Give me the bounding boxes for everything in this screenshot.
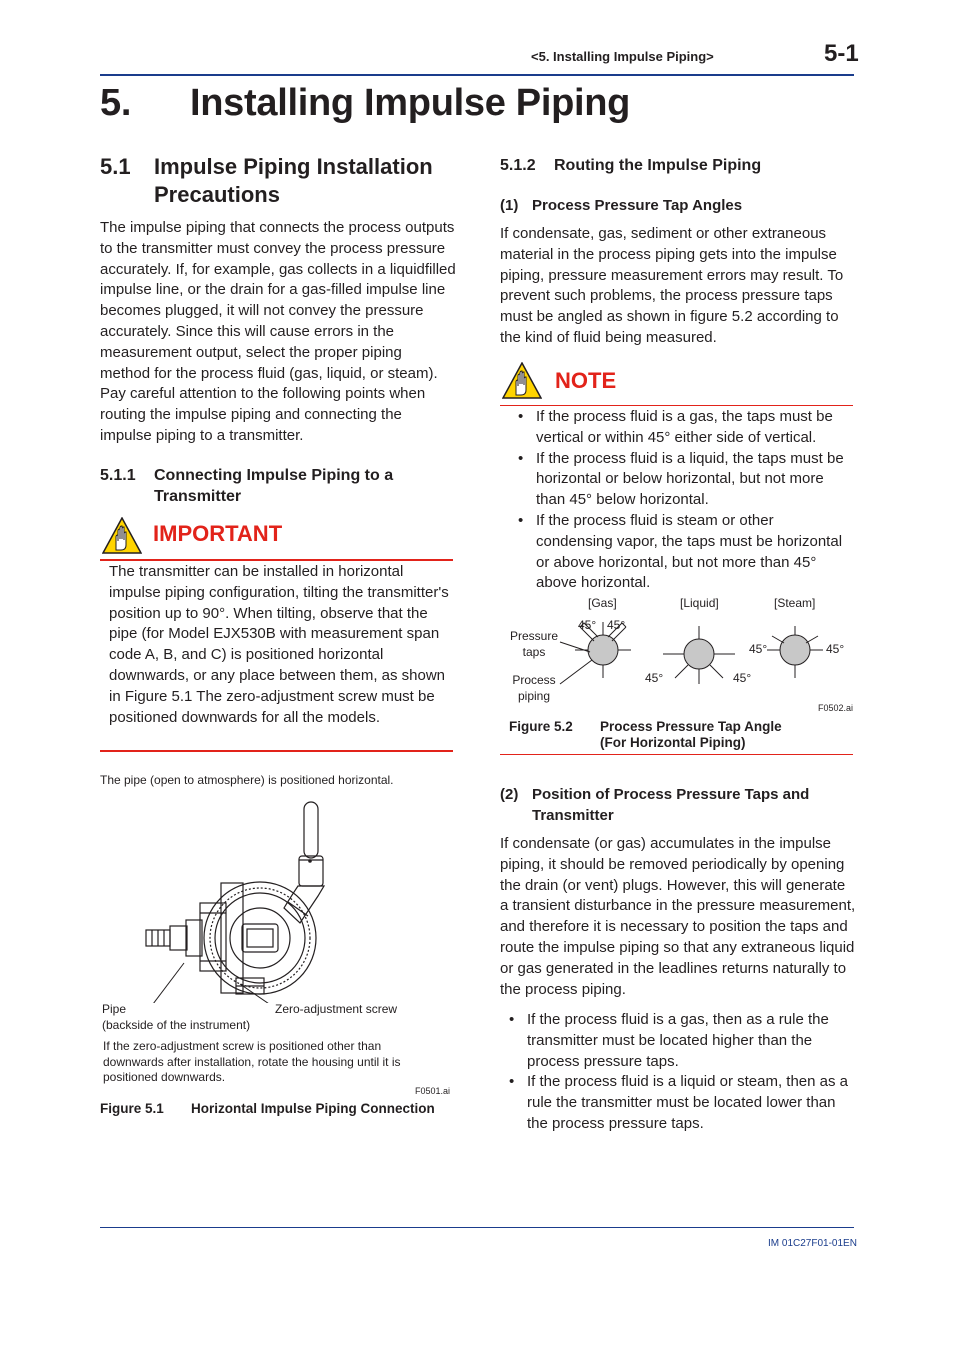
sub-2-heading — [500, 784, 856, 826]
note-top-rule — [500, 405, 853, 406]
transmitter-illustration — [140, 798, 340, 1008]
sub-1-number: (1) — [500, 197, 519, 214]
tap-angle-diagram — [500, 612, 854, 697]
important-top-rule — [100, 559, 453, 561]
important-label: IMPORTANT — [153, 521, 283, 546]
document-id: IM 01C27F01-01EN — [768, 1238, 857, 1249]
running-header-title: <5. Installing Impulse Piping> — [531, 49, 714, 64]
figure-5-1-caption-title: Horizontal Impulse Piping Connection — [191, 1101, 435, 1116]
figure-5-1-top-note: The pipe (open to atmosphere) is positioned horizontal. — [100, 773, 394, 787]
section-title-line2: Precautions — [154, 182, 280, 207]
figure-5-2-label-steam: [Steam] — [774, 596, 816, 610]
sub-1-title: Process Pressure Tap Angles — [532, 197, 743, 214]
figure-5-2-caption — [509, 719, 782, 751]
hand-warning-icon — [502, 362, 542, 404]
figure-5-2-caption-title-1: Process Pressure Tap Angle — [600, 719, 782, 734]
chapter-title: Installing Impulse Piping — [190, 82, 631, 124]
figure-5-1-label-pipe-sub: (backside of the instrument) — [102, 1018, 251, 1032]
gas-angle-left: 45° — [578, 618, 597, 632]
sub-2-number: (2) — [500, 786, 519, 803]
footer-rule — [100, 1227, 854, 1228]
important-body: The transmitter can be installed in horizontal impulse piping configuration, tilting the transmitter's position up to 90°. When tilting, observe that the pipe (for Model EJX530B with measurement span code A, B, and C) is positioned horizontal downwards, or any place between them, as shown in Figure 5.1 The zero-adjustment screw must be positioned downwards for all the models. — [109, 563, 449, 726]
subsection-number: 5.1.2 — [500, 157, 536, 174]
section-5-1-body: The impulse piping that connects the process outputs to the transmitter must convey the process pressure accurately. If, for example, gas collects in a liquidfilled impulse line, or the drain for a gas-filled impulse line becomes plugged, it will not convey the pressure accurately. Since this will cause errors in the measurement output, select the proper piping method for the process fluid (gas, liquid, or steam). Pay careful attention to the following points when routing the impulse piping and connecting the impulse piping to a transmitter. — [100, 219, 456, 444]
section-number: 5.1 — [100, 154, 131, 179]
header-rule — [100, 74, 854, 76]
subsection-title-line2: Transmitter — [154, 488, 242, 505]
figure-5-1-label-zero-screw: Zero-adjustment screw — [275, 1002, 398, 1016]
figure-5-1-label-pipe: Pipe — [102, 1002, 127, 1016]
taps-line1: Pressure — [509, 629, 559, 643]
figure-5-2-label-liquid: [Liquid] — [680, 596, 719, 610]
figure-5-1-caption-number: Figure 5.1 — [100, 1101, 164, 1116]
liquid-angle-right: 45° — [733, 671, 752, 685]
figure-5-2-caption-number: Figure 5.2 — [509, 719, 573, 734]
figure-5-2-label-gas: [Gas] — [588, 596, 617, 610]
piping-line2: piping — [517, 688, 551, 703]
note-bottom-rule — [500, 754, 853, 755]
hand-warning-icon — [102, 517, 142, 559]
sub-2-bullet-list — [509, 1010, 856, 1135]
figure-5-2-file-id: F0502.ai — [818, 703, 854, 713]
figure-5-1-bottom-note: If the zero-adjustment screw is positioned other than downwards after installation, rotate the housing until it is positioned downwards. — [103, 1039, 401, 1084]
note-bullet-list — [518, 407, 848, 594]
page-number: 5-1 — [824, 40, 859, 67]
subsection-number: 5.1.1 — [100, 467, 136, 484]
note-bullet: • If the process fluid is a gas, the taps must be vertical or within 45° either side of vertical. — [518, 407, 848, 449]
steam-angle-left: 45° — [749, 642, 768, 656]
piping-line1: Process — [512, 673, 556, 687]
sub-1-body: If condensate, gas, sediment or other extraneous material in the process piping gets into the impulse piping, pressure measurement errors may result. To prevent such problems, the process pressure taps must be angled as shown in figure 5.2 according to the kind of fluid being measured. — [500, 225, 844, 346]
figure-5-1-file-id: F0501.ai — [415, 1086, 451, 1096]
chapter-heading — [100, 82, 630, 125]
sub-2-body: If condensate (or gas) accumulates in the impulse piping, it should be removed periodically by opening the drain (or vent) plugs. However, this will generate a transient disturbance in the pressure measurement, and therefore it is necessary to position the taps and route the impulse piping so that any extraneous liquid or gas generated in the leadlines returns naturally to the process piping. — [500, 835, 856, 998]
liquid-angle-left: 45° — [645, 671, 664, 685]
sub-2-bullet: • If the process fluid is a liquid or steam, then as a rule the transmitter must be located lower than the process pressure taps. — [509, 1072, 856, 1134]
sub-2-title-line1: Position of Process Pressure Taps and — [532, 786, 810, 803]
section-title-line1: Impulse Piping Installation — [154, 154, 433, 179]
steam-angle-right: 45° — [826, 642, 845, 656]
section-5-1-heading — [100, 153, 433, 209]
section-5-1-1-heading — [100, 465, 460, 507]
figure-5-2-caption-title-2: (For Horizontal Piping) — [600, 735, 746, 750]
taps-line2: taps — [522, 644, 546, 659]
gas-angle-right: 45° — [607, 618, 626, 632]
subsection-title: Routing the Impulse Piping — [554, 157, 762, 174]
figure-5-1-caption — [100, 1101, 435, 1117]
section-5-1-2-heading — [500, 155, 761, 176]
subsection-title-line1: Connecting Impulse Piping to a — [154, 467, 394, 484]
note-bullet: • If the process fluid is a liquid, the taps must be horizontal or below horizontal, but not more than 45° below horizontal. — [518, 449, 848, 511]
sub-2-bullet: • If the process fluid is a gas, then as a rule the transmitter must be located higher than the process pressure taps. — [509, 1010, 856, 1072]
important-bottom-rule — [100, 750, 453, 752]
sub-2-title-line2: Transmitter — [532, 807, 614, 824]
chapter-number: 5. — [100, 82, 132, 124]
sub-1-heading — [500, 195, 742, 216]
note-bullet: • If the process fluid is steam or other condensing vapor, the taps must be horizontal or above horizontal, but not more than 45° above horizontal. — [518, 511, 848, 594]
note-label: NOTE — [555, 368, 617, 393]
